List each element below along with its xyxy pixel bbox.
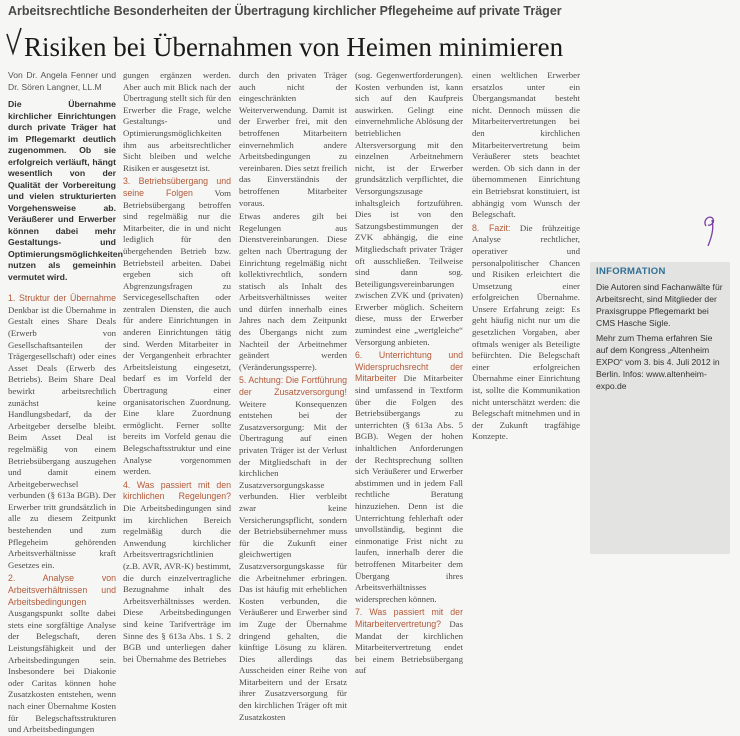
paragraph-text: Das Mandat der kirchlichen Mitarbeitervertretung endet bei einem Betriebsübergang auf <box>355 618 463 676</box>
section-subheading: 8. Fazit: <box>472 222 511 233</box>
paragraph-text: durch den privaten Träger auch nicht der eingeschränkten Weiterverwendung. Damit ist der Erwerber frei, mit den betroffenen Mitarbeitern einvernehmlich andere Arbeitsbedingungen zu vereinbaren. Dies setzt freilich das Einverständnis der betroffenen Mitarbeiter voraus. <box>239 70 347 208</box>
information-title: INFORMATION <box>596 266 666 277</box>
paragraph-text: Von Dr. Angela Fenner und Dr. Sören Langner, LL.M <box>8 70 116 92</box>
article-kicker: Arbeitsrechtliche Besonderheiten der Übertragung kirchlicher Pflegeheime auf private Träger <box>8 4 562 18</box>
article-title: Risiken bei Übernahmen von Heimen minimieren <box>24 32 564 62</box>
body-paragraph <box>355 70 463 348</box>
body-paragraph <box>8 573 116 735</box>
body-paragraph <box>123 70 231 174</box>
paragraph-text: gungen ergänzen werden. Aber auch mit Blick nach der Übertragung stellt sich für den Erwerber die Frage, welche Gestaltungs- und Optimierungsmöglichkeiten ihm aus arbeitsrechtlicher Sicht bleiben und welche Risiken er ausgesetzt ist. <box>123 70 231 173</box>
article-column-2 <box>123 70 232 664</box>
section-subheading: 3. Betriebsübergang und seine Folgen <box>123 176 231 198</box>
author-line <box>8 70 116 93</box>
section-subheading: 4. Was passiert mit den kirchlichen Regelungen? <box>123 479 231 502</box>
body-paragraph <box>239 70 347 209</box>
body-paragraph <box>239 211 347 373</box>
body-paragraph <box>8 293 116 571</box>
handwritten-check-mark <box>6 26 22 63</box>
body-paragraph <box>472 70 580 221</box>
body-paragraph <box>355 607 463 677</box>
article-column-4 <box>355 70 463 676</box>
article-title-row <box>6 26 563 63</box>
paragraph-text: einen weltlichen Erwerber ersatzlos unter ein Übergangsmandat besteht nicht. Dennoch müssen die Mitarbeitervertretungen bei den kirchlichen Mitarbeitervertretung beim Veräußerer stets beachtet werden. Ob sich dann in der übernommenen Einrichtung ein Betriebsrat konstituiert, ist abhängig vom Wunsch der Belegschaft. <box>472 70 580 220</box>
section-subheading: 2. Analyse von Arbeitsverhältnissen und Arbeitsbedingungen <box>8 573 116 607</box>
section-subheading: 6. Unterrichtung und Widerspruchsrecht der Mitarbeiter <box>355 350 463 384</box>
lead-paragraph <box>8 99 123 283</box>
paragraph-text: Vom Betriebsübergang betroffen sind regelmäßig nur die Mitarbeiter, die in und nicht lediglich für den übergehenden Betrieb bzw. Betriebsteil arbeiten. Dabei ergeben sich oft Abgrenzungsfragen zu Servicegesellschaften oder zentralen Diensten, die auch für andere Einrichtungen in anderen Einrichtungen tätig sind. Werden Mitarbeiter in der Vergangenheit erbrachter Arbeitsleistung eingesetzt, bedarf es im Vorfeld der Übertragung einer organisatorischen Zuordnung. Eine klare Zuordnung ermöglicht. Ferner sollte bereits im Vorfeld genau die Belegschaftsstruktur und eine Analyse vorgenommen werden. <box>123 187 232 477</box>
paragraph-text: Die frühzeitige Analyse rechtlicher, operativer und personalpolitischer Chancen und Risiken erleichtert die Umsetzung einer erfolgreichen Übernahme. Unsere Erfahrung zeigt: Es geht häufig nicht nur um die gesetzlichen Vorgaben, aber oftmals weniger als Beteiligte befürchten. Die Belegschaft einer erfolgreichen Übernahme einer Einrichtung ist, sollte die Kommunikation nicht unterschätzt werden: die Belegschaft mitnehmen und in der Zukunft tragfähige Konzepte. <box>472 222 580 442</box>
article-column-3 <box>239 70 347 722</box>
body-paragraph <box>355 350 463 605</box>
body-paragraph <box>239 375 347 723</box>
body-paragraph <box>472 223 580 443</box>
body-paragraph <box>123 480 231 666</box>
section-subheading: 5. Achtung: Die Fortführung der Zusatzversorgung! <box>239 375 347 398</box>
information-paragraph: Die Autoren sind Fachanwälte für Arbeitsrecht, sind Mitglieder der Praxisgruppe Pflegemarkt bei CMS Hasche Sigle. <box>596 282 723 328</box>
article-column-5 <box>472 70 580 556</box>
information-box <box>590 262 730 554</box>
paragraph-text: Denkbar ist die Übernahme in Gestalt eines Share Deals (Erwerb von Gesellschaftsanteilen der Trägergesellschaft) oder eines Asset Deals (Erwerb des Betriebs). Beim Share Deal bewirkt arbeitsrechtlich zunächst keine Handlungsbedarf, da der Arbeitgeber derselbe bleibt. Beim Asset Deal ist regelmäßig von einem Betriebsübergang auszugehen und damit einem Arbeitgeberwechsel verbunden (§ 613a BGB). Der Erwerber tritt grundsätzlich in alle zu diesem Zeitpunkt bestehenden und zum Pflegeheim gehörenden Arbeitsverhältnisse kraft Gesetzes ein. <box>8 304 116 570</box>
paragraph-text: Etwas anderes gilt bei Regelungen aus Dienstvereinbarungen. Diese gelten nach Übertragung der Einrichtung regelmäßig nicht kollektivrechtlich, sondern statisch als Inhalt des Arbeitsverhältnisses weiter und dürfen innerhalb eines Jahres nach dem Zeitpunkt des Übergangs nicht zum Nachteil der Arbeitnehmer geändert werden (Veränderungssperre). <box>239 211 347 372</box>
section-subheading: 7. Was passiert mit der Mitarbeitervertretung? <box>355 607 463 629</box>
section-subheading: 1. Struktur der Übernahme <box>8 293 116 304</box>
paragraph-text: Die Arbeitsbedingungen sind im kirchlichen Bereich regelmäßig durch die Anwendung kirchlicher Arbeitsvertragsrichtlinien (z.B. AVR, AVR-K) bestimmt, die durch einzelvertragliche Bezugnahme inhalt des Arbeitsverhältnisses werden. Diese Arbeitsbedingungen sind keine Tarifverträge im Sinne des § 613a Abs. 1 S. 2 BGB und unterliegen daher bei Übernahme des Betriebes <box>123 502 231 664</box>
paragraph-text: Ausgangspunkt sollte dabei stets eine sorgfältige Analyse der Belegschaft, deren Leistungsfähigkeit und der Arbeitsbedingungen sein. Insbesondere bei Diakonie oder Caritas können hohe Zusatzkosten entstehen, wenn nach einer Übernahme Kosten für Belegschaftsstrukturen und Arbeitsbedingungen <box>8 608 116 735</box>
paragraph-text: Die Übernahme kirchlicher Einrichtungen durch private Träger hat im Pflegemarkt deutlich zugenommen. Ob sie erfolgreich verläuft, hängt wesentlich von der Qualität der Vorbereitung und vielen strukturierten Vorgehensweise ab. Veräußerer und Erwerber können dabei mehr Gestaltungs- und Optimierungsmöglichkeiten nutzen als gemeinhin vermutet wird. <box>8 99 123 282</box>
body-paragraph <box>123 176 231 477</box>
paragraph-text: (sog. Gegenwertforderungen). Kosten verbunden ist, kann sich auf den Kaufpreis auswirken. Gelingt eine einvernehmliche Ablösung der betrieblichen Altersversorgung mit den einzelnen Arbeitnehmern nicht, ist der Erwerber grundsätzlich verpflichtet, die Versorgungszusage inhaltsgleich fortzuführen. Dies ist von den Satzungsbestimmungen der ZVK abhängig, die eine Mitgliedschaft privater Träger oft ausschließen. Teilweise sind dann sog. Beteiligungsvereinbarungen zwischen ZVK und (privaten) Erwerber möglich. Scheitern diese, muss der Erwerber zumindest eine „wertgleiche“ Versorgung anbieten. <box>355 70 463 347</box>
handwritten-mark <box>700 212 720 253</box>
paragraph-text: Die Mitarbeiter sind umfassend in Textform über die Folgen des Betriebsübergangs zu unterrichten (§ 613a Abs. 5 BGB). Wegen der hohen inhaltlichen Anforderungen der Rechtsprechung sollten sich Veräußerer und Erwerber abstimmen und in jedem Fall rechtliche Beratung hinzuziehen. Denn ist die Unterrichtung fehlerhaft oder unvollständig, beginnt die einmonatige Frist nicht zu laufen, innerhalb derer die betroffenen Mitarbeiter dem Übergang ihres Arbeitsverhältnisses widersprechen können. <box>355 373 463 604</box>
article-column-1 <box>8 70 123 735</box>
information-paragraph: Mehr zum Thema erfahren Sie auf dem Kongress „Altenheim EXPO“ vom 3. bis 4. Juli 2012 in Berlin. Infos: www.altenheim-expo.de <box>596 333 720 391</box>
paragraph-text: Weitere Konsequenzen entstehen bei der Zusatzversorgung: Mit der Übertragung auf einen privaten Träger ist der Verlust der Mitgliedschaft in der kirchlichen Zusatzversorgungskasse verbunden. Hier verbleibt zwar keine Versicherungspflicht, sondern der Betriebsübernehmer muss für die Zukunft einer gleichwertigen Zusatzversorgungskasse für die Arbeitnehmer erbringen. Das ist häufig mit erheblichen Kosten verbunden, die Veräußerer und Erwerber sind im Zuge der Übernahme dringend gehalten, die künftige Lösung zu klären. Dies allerdings das Ausscheiden einer Reihe von Mitarbeitern und der Ersatz ihrer Zusatzversorgung für den kirchlichen Träger oft mit Zusatzkosten <box>239 398 347 722</box>
